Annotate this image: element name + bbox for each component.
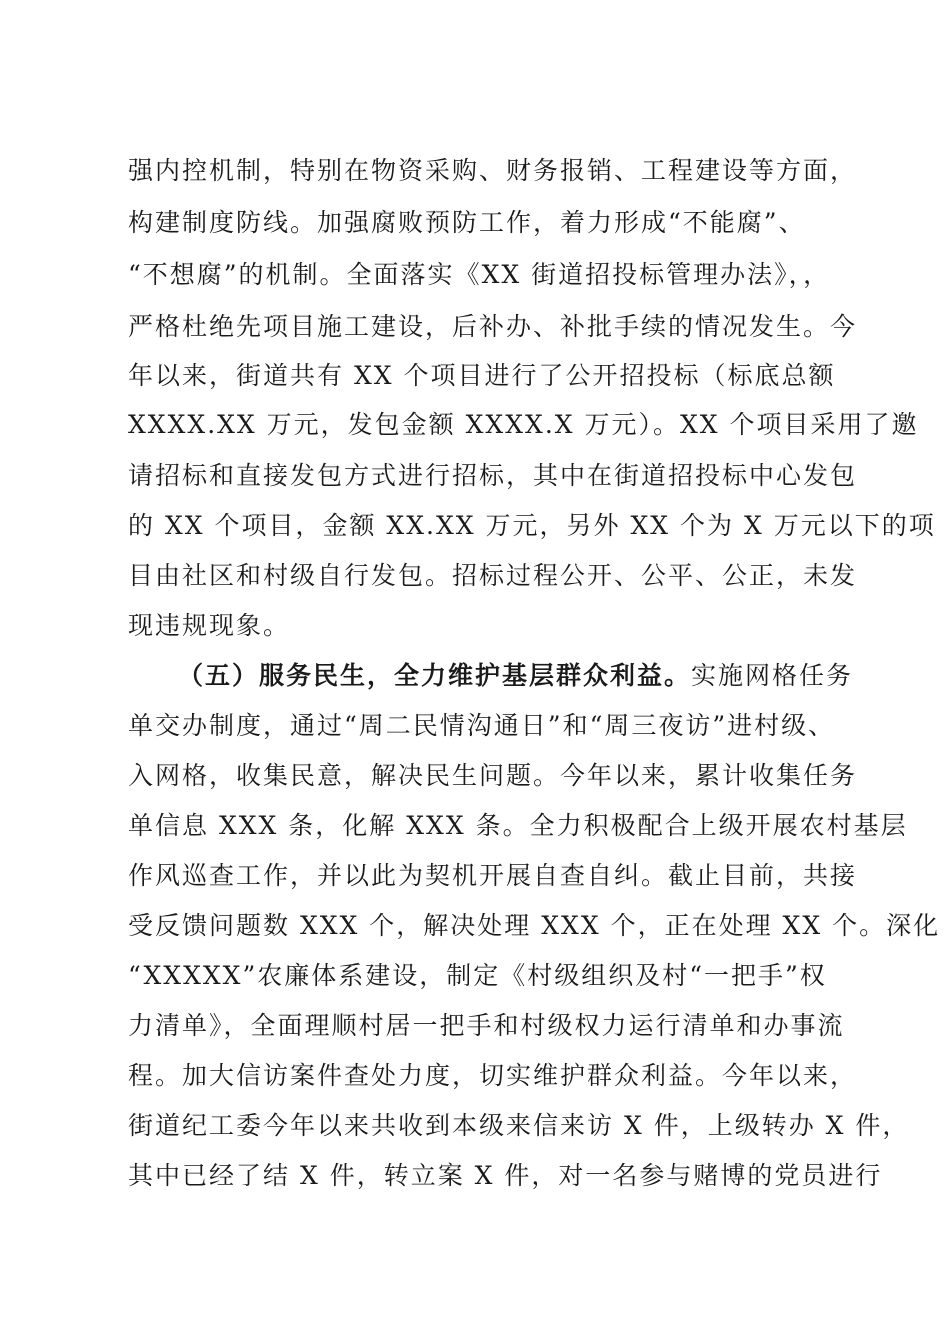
paragraph-line: “不想腐”的机制。全面落实《XX 街道招投标管理办法》，，: [128, 260, 831, 289]
paragraph-line: 作风巡查工作，并以此为契机开展自查自纠。截止目前，共接: [128, 861, 858, 890]
section-heading-line: [178, 656, 853, 696]
paragraph-line: 目由社区和村级自行发包。招标过程公开、公平、公正，未发: [128, 561, 858, 590]
paragraph-line: 请招标和直接发包方式进行招标，其中在街道招投标中心发包: [128, 461, 858, 490]
paragraph-line: 程。加大信访案件查处力度，切实维护群众利益。今年以来，: [128, 1061, 858, 1090]
paragraph-line: 单信息 XXX 条，化解 XXX 条。全力积极配合上级开展农村基层: [128, 811, 908, 840]
paragraph-line: 街道纪工委今年以来共收到本级来信来访 X 件，上级转办 X 件，: [128, 1111, 910, 1140]
paragraph-line: “XXXXX”农廉体系建设，制定《村级组织及村“一把手”权: [128, 961, 827, 990]
paragraph-line: 入网格，收集民意，解决民生问题。今年以来，累计收集任务: [128, 761, 858, 790]
section-heading: （五）服务民生，全力维护基层群众利益。: [178, 661, 692, 690]
paragraph-line: 的 XX 个项目，金额 XX.XX 万元，另外 XX 个为 X 万元以下的项: [128, 511, 936, 540]
paragraph-line: 现违规现象。: [128, 611, 291, 640]
paragraph-line: XXXX.XX 万元，发包金额 XXXX.X 万元）。XX 个项目采用了邀: [128, 410, 919, 439]
paragraph-line: 单交办制度，通过“周二民情沟通日”和“周三夜访”进村级、: [128, 711, 836, 740]
paragraph-line: 强内控机制，特别在物资采购、财务报销、工程建设等方面，: [128, 156, 858, 185]
paragraph-line: 年以来，街道共有 XX 个项目进行了公开招投标（标底总额: [128, 361, 836, 390]
paragraph-line: 其中已经了结 X 件，转立案 X 件，对一名参与赌博的党员进行: [128, 1161, 883, 1190]
paragraph-line: 构建制度防线。加强腐败预防工作，着力形成“不能腐”、: [128, 208, 806, 237]
paragraph-line: 严格杜绝先项目施工建设，后补办、补批手续的情况发生。今: [128, 312, 858, 341]
paragraph-line: 受反馈问题数 XXX 个，解决处理 XXX 个，正在处理 XX 个。深化: [128, 911, 941, 940]
section-heading-continuation: 实施网格任务: [691, 661, 854, 690]
paragraph-line: 力清单》，全面理顺村居一把手和村级权力运行清单和办事流: [128, 1011, 845, 1040]
